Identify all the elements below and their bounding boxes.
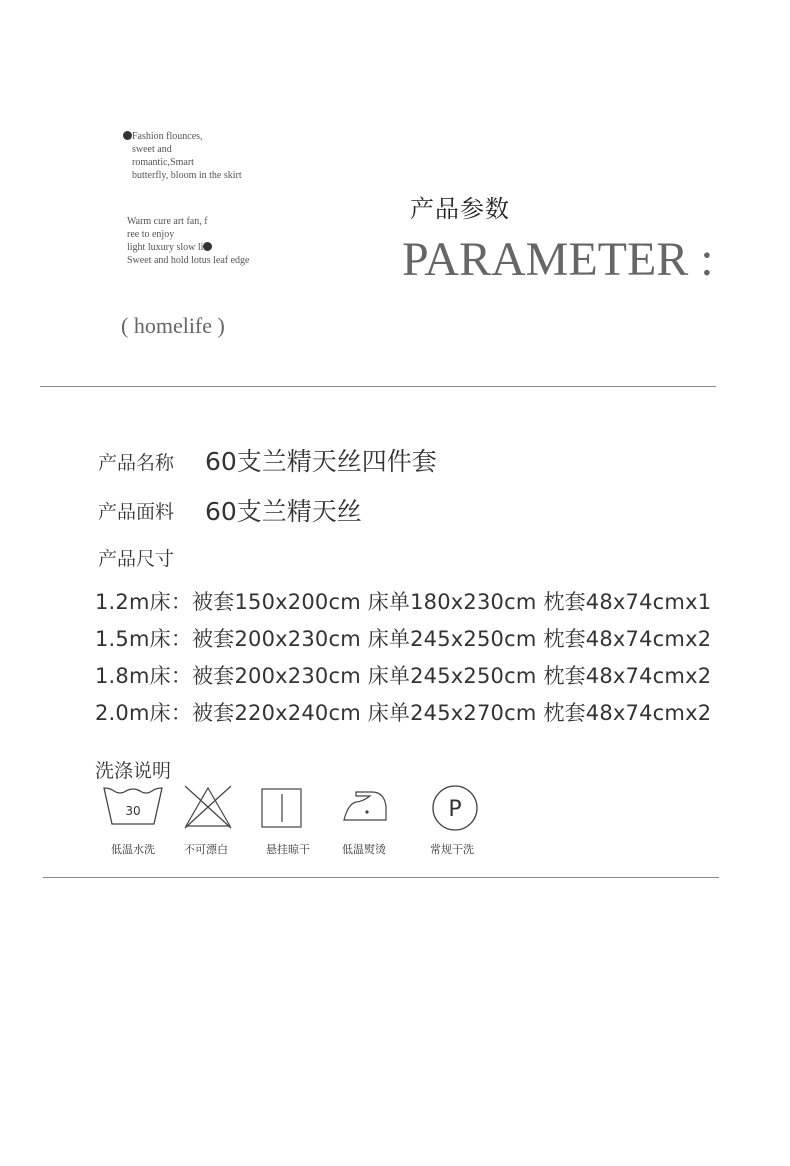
bullet-dot-icon	[123, 131, 132, 140]
size-row-1-8m: 1.8m床：被套200x230cm 床单245x250cm 枕套48x74cmx2	[95, 664, 712, 688]
deco-text-block-1	[123, 130, 242, 182]
wash-30-icon	[102, 786, 164, 828]
no-bleach-icon	[182, 784, 234, 830]
deco-line: light luxury slow li	[127, 242, 204, 253]
deco-line: butterfly, bloom in the skirt	[132, 170, 242, 181]
care-caption: 常规干洗	[430, 843, 474, 856]
product-size-label: 产品尺寸	[98, 548, 175, 570]
product-name-value: 60支兰精天丝四件套	[205, 447, 437, 476]
care-label: 洗涤说明	[95, 760, 172, 782]
care-caption: 不可漂白	[184, 843, 228, 856]
size-row-1-2m: 1.2m床：被套150x200cm 床单180x230cm 枕套48x74cmx1	[95, 590, 712, 614]
page-title-en: PARAMETER :	[402, 233, 714, 286]
deco-text-block-2	[127, 215, 249, 267]
deco-line: ree to enjoy	[127, 229, 175, 240]
deco-line: Fashion flounces,	[132, 131, 203, 142]
size-row-1-5m: 1.5m床：被套200x230cm 床单245x250cm 枕套48x74cmx2	[95, 627, 712, 651]
care-caption: 低温熨烫	[342, 843, 386, 856]
divider-top	[40, 386, 716, 387]
product-name-label: 产品名称	[98, 452, 175, 474]
deco-line: Warm cure art fan, f	[127, 216, 208, 227]
low-iron-icon	[342, 788, 390, 824]
deco-line: romantic,Smart	[132, 157, 194, 168]
hang-dry-icon	[261, 788, 303, 830]
bullet-dot-icon	[203, 242, 212, 251]
deco-line: Sweet and hold lotus leaf edge	[127, 255, 250, 266]
size-row-2-0m: 2.0m床：被套220x240cm 床单245x270cm 枕套48x74cmx2	[95, 701, 712, 725]
divider-bottom	[43, 877, 719, 878]
brand-label: ( homelife )	[121, 313, 225, 338]
dry-clean-p-icon	[431, 785, 479, 833]
product-fabric-value: 60支兰精天丝	[205, 497, 362, 526]
wash-temp-text: 30	[125, 804, 141, 818]
page-title-cn: 产品参数	[410, 195, 510, 223]
deco-line: sweet and	[132, 144, 172, 155]
dry-clean-letter: P	[448, 797, 462, 822]
care-caption: 低温水洗	[111, 843, 155, 856]
product-fabric-label: 产品面料	[98, 501, 175, 523]
care-caption: 悬挂晾干	[266, 843, 310, 856]
